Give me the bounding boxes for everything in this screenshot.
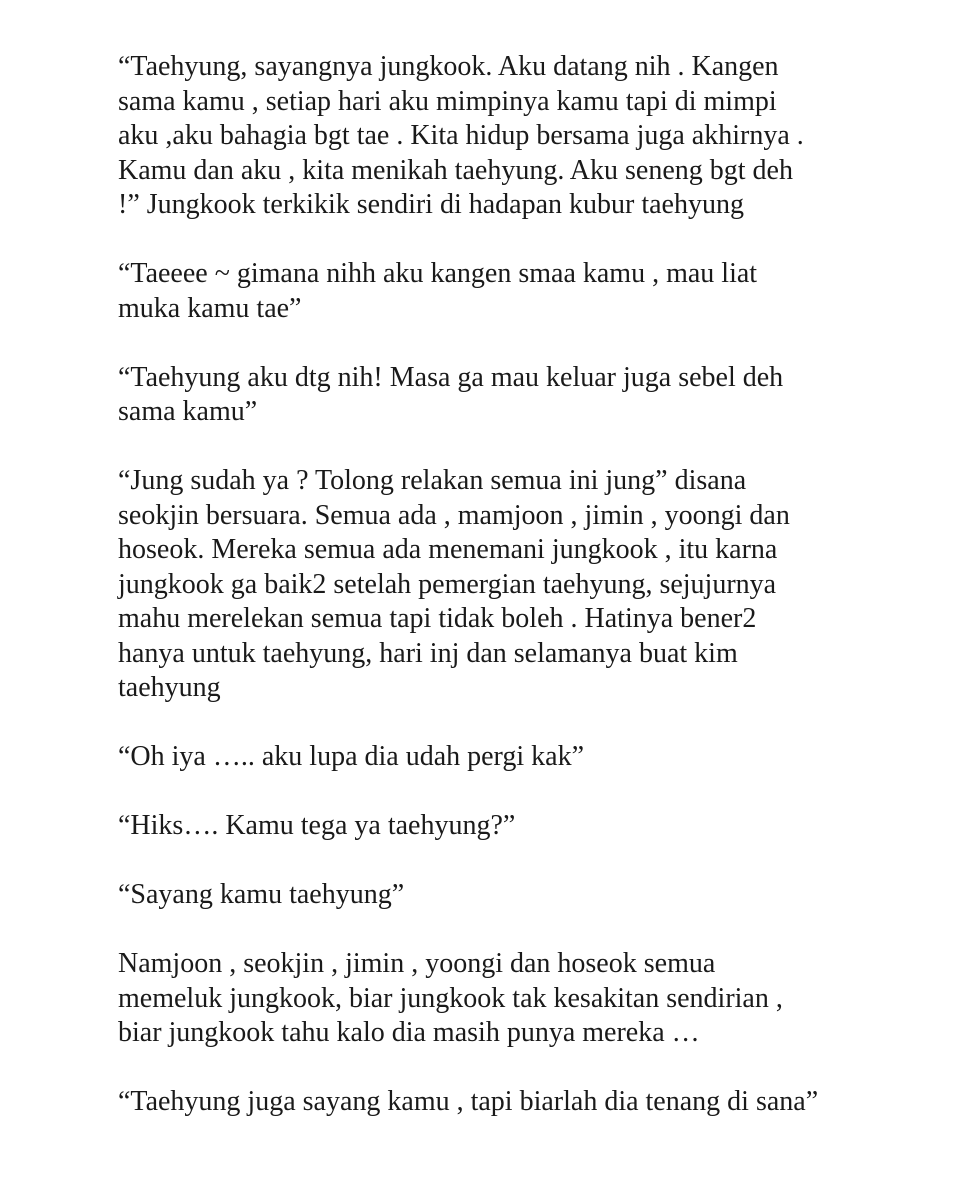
text-line: biar jungkook tahu kalo dia masih punya mereka … (118, 1017, 700, 1048)
paragraph-4 (118, 464, 918, 706)
text-line: hanya untuk taehyung, hari inj dan selamanya buat kim (118, 637, 738, 669)
text-line: memeluk jungkook, biar jungkook tak kesakitan sendirian , (118, 982, 783, 1014)
text-line: jungkook ga baik2 setelah pemergian taehyung, sejujurnya (118, 568, 777, 600)
paragraph-9 (118, 1085, 918, 1120)
text-line: “Taehyung aku dtg nih! Masa ga mau keluar juga sebel deh (118, 361, 784, 393)
text-line: “Jung sudah ya ? Tolong relakan semua ini jung” disana (118, 465, 747, 496)
paragraph-1 (118, 50, 918, 223)
text-line: !” Jungkook terkikik sendiri di hadapan kubur taehyung (118, 189, 744, 220)
text-line: “Oh iya ….. aku lupa dia udah pergi kak” (118, 741, 585, 772)
text-line: mahu merelekan semua tapi tidak boleh . Hatinya bener2 (118, 603, 757, 634)
text-line: “Sayang kamu taehyung” (118, 879, 405, 910)
paragraph-2 (118, 257, 918, 326)
text-line: “Taeeee ~ gimana nihh aku kangen smaa kamu , mau liat (118, 258, 758, 289)
paragraph-6 (118, 809, 918, 844)
text-line: “Taehyung, sayangnya jungkook. Aku datang nih . Kangen (118, 51, 779, 82)
text-line: hoseok. Mereka semua ada menemani jungkook , itu karna (118, 534, 778, 565)
paragraph-7 (118, 878, 918, 913)
paragraph-8 (118, 947, 918, 1051)
text-line: seokjin bersuara. Semua ada , mamjoon , jimin , yoongi dan (118, 499, 790, 531)
text-line: aku ,aku bahagia bgt tae . Kita hidup bersama juga akhirnya . (118, 120, 804, 151)
text-line: Namjoon , seokjin , jimin , yoongi dan hoseok semua (118, 948, 716, 979)
text-line: sama kamu , setiap hari aku mimpinya kamu tapi di mimpi (118, 85, 777, 117)
text-line: sama kamu” (118, 396, 258, 427)
text-line: “Hiks…. Kamu tega ya taehyung?” (118, 810, 516, 841)
story-text (118, 50, 918, 1154)
text-line: muka kamu tae” (118, 292, 302, 324)
paragraph-3 (118, 361, 918, 430)
text-line: taehyung (118, 672, 221, 703)
text-line: “Taehyung juga sayang kamu , tapi biarlah dia tenang di sana” (118, 1086, 819, 1117)
text-line: Kamu dan aku , kita menikah taehyung. Aku seneng bgt deh (118, 154, 793, 186)
paragraph-5 (118, 740, 918, 775)
